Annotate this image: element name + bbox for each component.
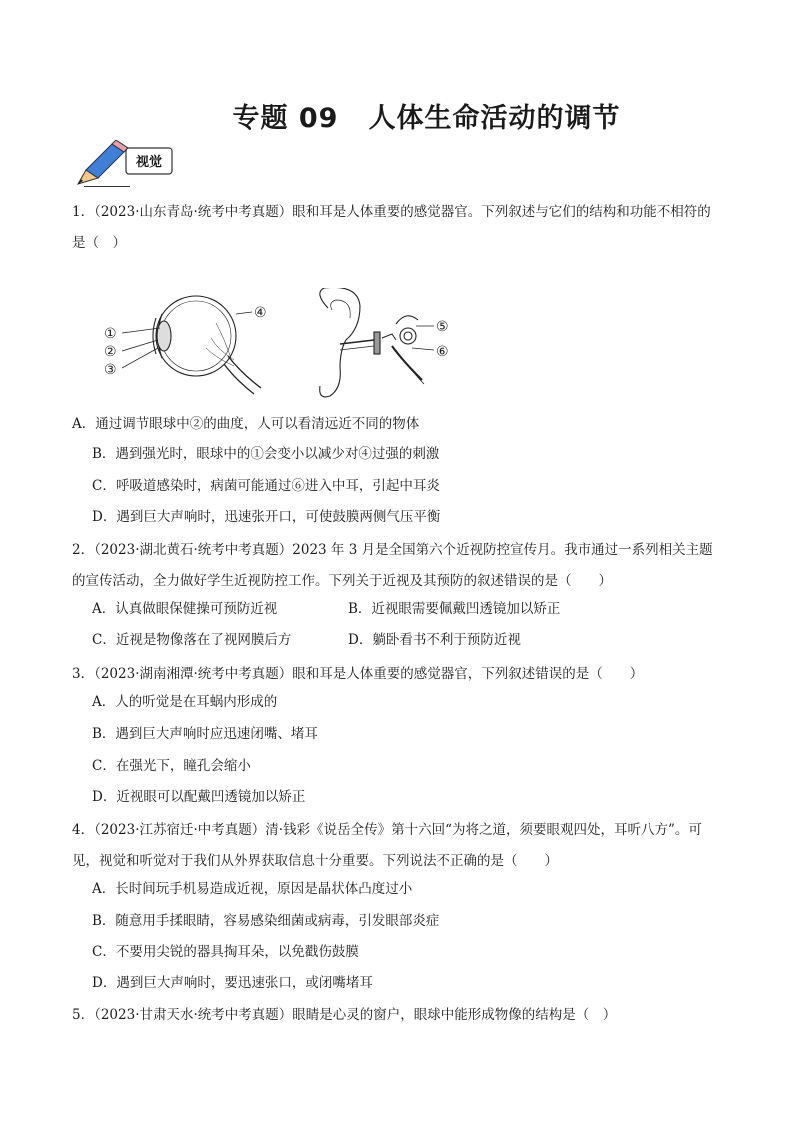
- question-3-option-a: A．人的听觉是在耳蜗内形成的: [92, 694, 278, 710]
- question-5-stem: [72, 1000, 732, 1031]
- question-4-option-a: A．长时间玩手机易造成近视，原因是晶状体凸度过小: [92, 881, 413, 897]
- diagram-label-1: ①: [104, 326, 117, 342]
- diagram-label-3: ③: [104, 362, 117, 378]
- ear-diagram: [320, 288, 424, 397]
- diagram-label-6: ⑥: [436, 344, 449, 360]
- pencil-icon: [78, 140, 128, 184]
- question-2-option-a: A．认真做眼保健操可预防近视: [92, 601, 278, 617]
- title-topic-name: 人体生命活动的调节: [368, 103, 621, 134]
- diagram-label-4: ④: [254, 305, 267, 321]
- question-1-option-c: C．呼吸道感染时，病菌可能通过⑥进入中耳，引起中耳炎: [92, 478, 440, 494]
- question-3-option-b: B．遇到巨大声响时应迅速闭嘴、堵耳: [92, 726, 318, 742]
- question-4-option-b: B．随意用手揉眼睛，容易感染细菌或病毒，引发眼部炎症: [92, 913, 440, 929]
- question-3-stem: [72, 659, 732, 690]
- question-4-option-c: C．不要用尖锐的器具掏耳朵，以免戳伤鼓膜: [92, 944, 359, 960]
- question-2-option-c: C．近视是物像落在了视网膜后方: [92, 632, 292, 648]
- question-2-line1: 2．（2023·湖北黄石·统考中考真题）2023 年 3 月是全国第六个近视防控宣传月。我市通过一系列相关主题: [72, 542, 713, 558]
- question-1-option-a: A．通过调节眼球中②的曲度，人可以看清远近不同的物体: [72, 416, 420, 432]
- question-2-option-d: D．躺卧看书不利于预防近视: [348, 632, 521, 648]
- question-1-line1: 1．（2023·山东青岛·统考中考真题）眼和耳是人体重要的感觉器官。下列叙述与它们的结构和功能不相符的: [72, 204, 711, 220]
- question-4-line2: 见，视觉和听觉对于我们从外界获取信息十分重要。下列说法不正确的是（ ）: [72, 853, 558, 869]
- question-2-line2: 的宣传活动，全力做好学生近视防控工作。下列关于近视及其预防的叙述错误的是（ ）: [72, 573, 612, 589]
- eye-diagram: [153, 296, 261, 394]
- question-1-stem: [72, 197, 732, 259]
- question-3-line1: 3．（2023·湖南湘潭·统考中考真题）眼和耳是人体重要的感觉器官，下列叙述错误的是（ ）: [72, 666, 644, 682]
- question-4-stem: [72, 815, 732, 877]
- question-1-option-b: B．遇到强光时，眼球中的①会变小以减少对④过强的刺激: [92, 446, 440, 462]
- eye-ear-diagram: [96, 288, 476, 408]
- question-3-option-d: D．近视眼可以配戴凹透镜加以矫正: [92, 789, 306, 805]
- question-3-option-c: C．在强光下，瞳孔会缩小: [92, 758, 251, 774]
- question-2-stem: [72, 535, 732, 597]
- diagram-label-5: ⑤: [436, 319, 449, 335]
- question-2-option-b: B．近视眼需要佩戴凹透镜加以矫正: [348, 601, 561, 617]
- page-title: [0, 96, 793, 135]
- section-badge: [74, 140, 184, 190]
- title-topic-number: 专题 09: [232, 103, 339, 134]
- question-4-option-d: D．遇到巨大声响时，要迅速张口，或闭嘴堵耳: [92, 975, 373, 991]
- question-4-line1: 4．（2023·江苏宿迁·中考真题）清·钱彩《说岳全传》第十六回“为将之道，须要眼观四处，耳听八方”。可: [72, 822, 702, 838]
- question-5-line1: 5．（2023·甘肃天水·统考中考真题）眼睛是心灵的窗户，眼球中能形成物像的结构是（ ）: [72, 1007, 617, 1023]
- section-underline: [84, 186, 130, 187]
- question-1-line2: 是（ ）: [72, 235, 126, 251]
- section-label: 视觉: [135, 155, 163, 170]
- diagram-label-2: ②: [104, 344, 117, 360]
- question-1-option-d: D．遇到巨大声响时，迅速张开口，可使鼓膜两侧气压平衡: [92, 509, 441, 525]
